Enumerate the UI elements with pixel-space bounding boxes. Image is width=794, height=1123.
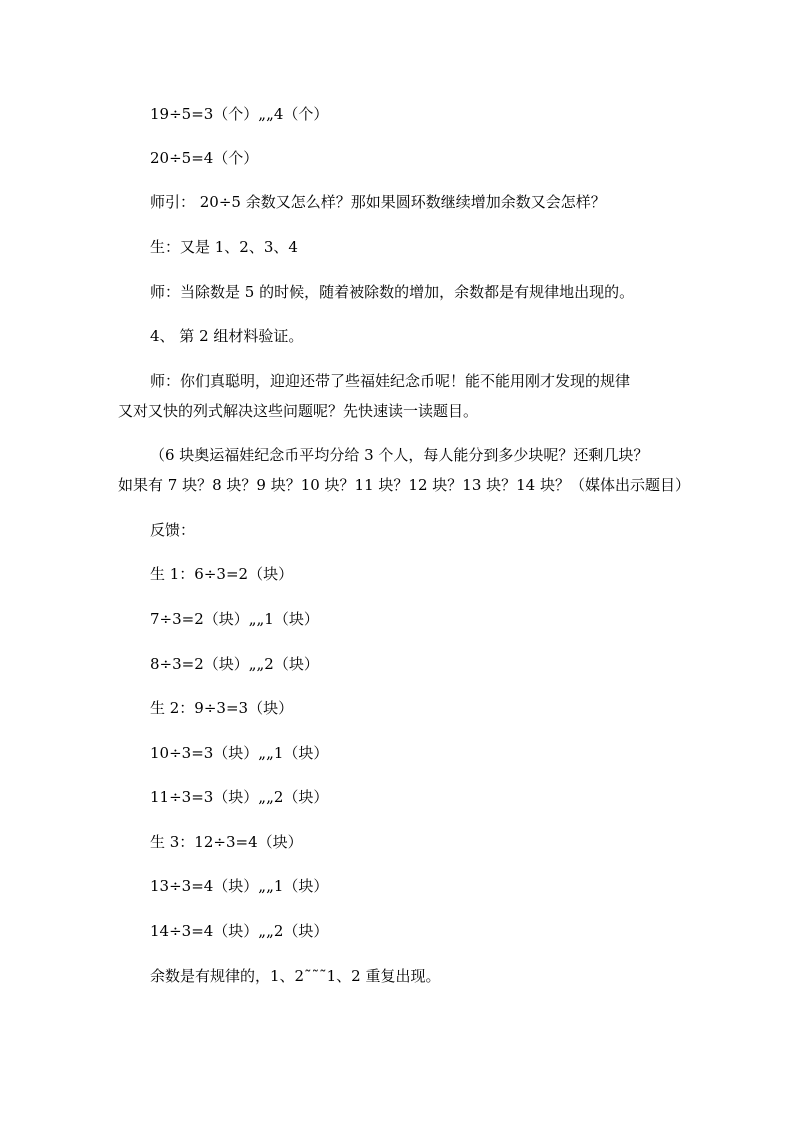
line-14-div-3: 14÷3=4（块）„„2（块）: [150, 922, 329, 940]
line-19-div-5: 19÷5=3（个）„„4（个）: [150, 105, 329, 123]
line-8-div-3: 8÷3=2（块）„„2（块）: [150, 655, 319, 673]
line-teacher-praise-cont: 又对又快的列式解决这些问题呢？先快速读一读题目。: [118, 402, 479, 420]
line-student-3: 生 3：12÷3=4（块）: [150, 833, 303, 851]
line-10-div-3: 10÷3=3（块）„„1（块）: [150, 744, 329, 762]
line-teacher-summary: 师：当除数是 5 的时候，随着被除数的增加，余数都是有规律地出现的。: [150, 283, 635, 301]
line-11-div-3: 11÷3=3（块）„„2（块）: [150, 788, 329, 806]
line-problem-cont: 如果有 7 块？8 块？9 块？10 块？11 块？12 块？13 块？14 块？（媒体出示题目）: [118, 476, 690, 494]
line-problem: （6 块奥运福娃纪念币平均分给 3 个人，每人能分到多少块呢？还剩几块？: [150, 446, 649, 464]
line-7-div-3: 7÷3=2（块）„„1（块）: [150, 610, 319, 628]
line-feedback-label: 反馈：: [150, 521, 196, 539]
line-teacher-praise: 师：你们真聪明，迎迎还带了些福娃纪念币呢！能不能用刚才发现的规律: [150, 372, 631, 390]
line-conclusion: 余数是有规律的，1、2˜˜˜1、2 重复出现。: [150, 967, 441, 985]
line-student-answer: 生：又是 1、2、3、4: [150, 238, 298, 256]
line-student-1: 生 1：6÷3=2（块）: [150, 565, 294, 583]
line-student-2: 生 2：9÷3=3（块）: [150, 699, 294, 717]
line-20-div-5: 20÷5=4（个）: [150, 149, 259, 167]
line-step-4-heading: 4、 第 2 组材料验证。: [150, 327, 304, 345]
line-13-div-3: 13÷3=4（块）„„1（块）: [150, 877, 329, 895]
line-teacher-question: 师引： 20÷5 余数又怎么样？那如果圆环数继续增加余数又会怎样？: [150, 193, 606, 211]
